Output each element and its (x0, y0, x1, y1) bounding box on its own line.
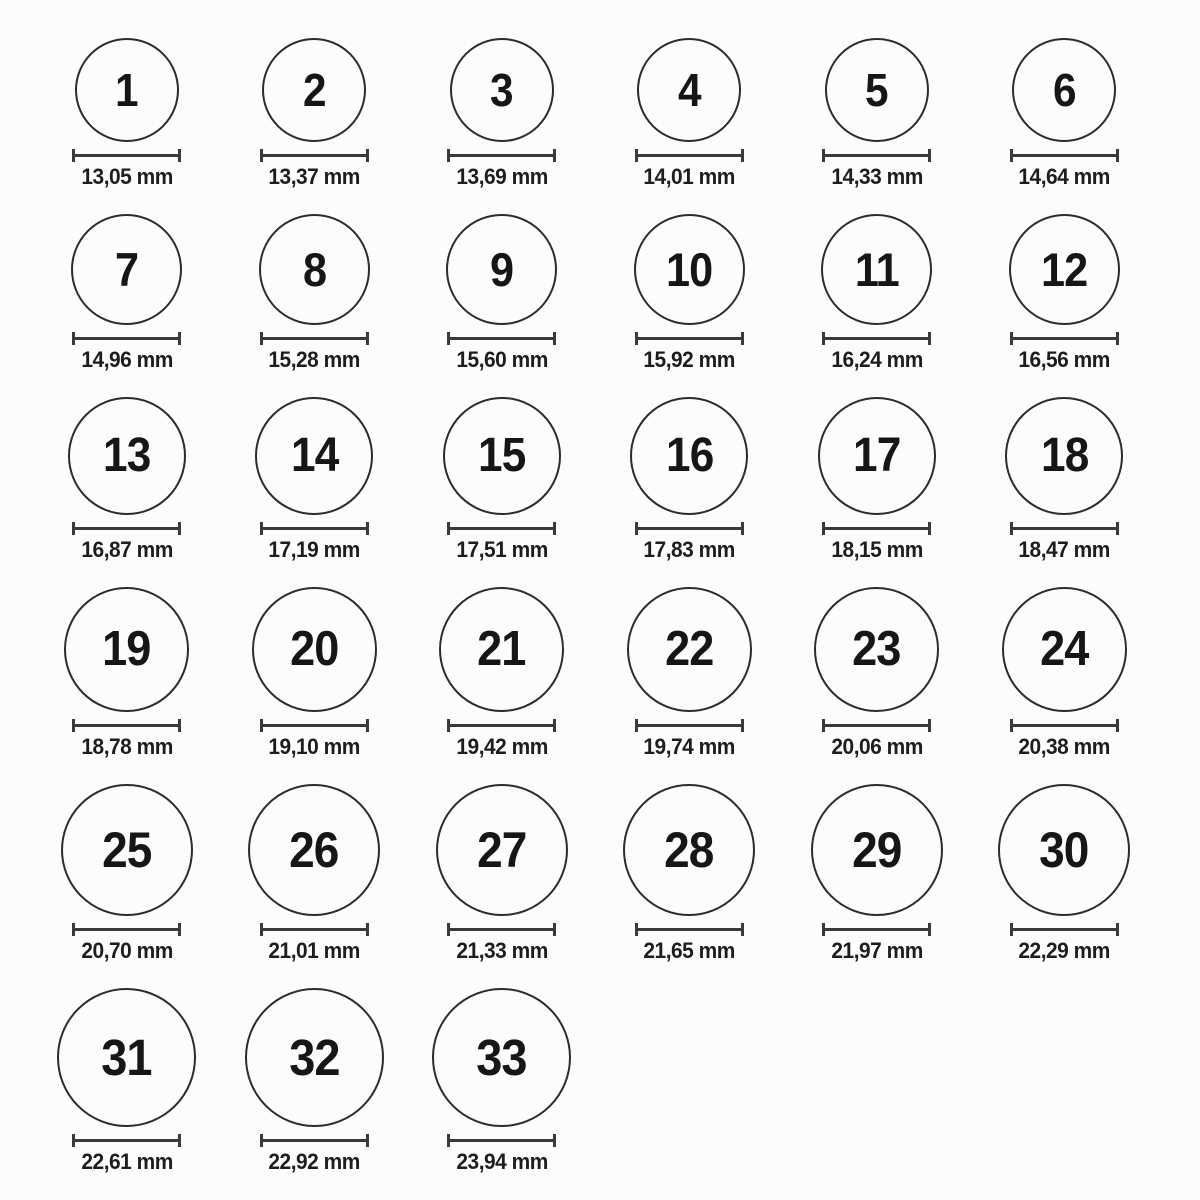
diameter-measure-line (72, 332, 181, 345)
measure-line-bar (825, 928, 928, 931)
ring-circle (57, 988, 196, 1127)
diameter-label: 14,01 mm (643, 164, 735, 189)
ring-size-number: 24 (1040, 622, 1089, 676)
diameter-measure-line (1010, 522, 1119, 535)
ring-size-number: 3 (490, 64, 514, 116)
diameter-measure-line (822, 719, 931, 732)
measure-line-bar (450, 154, 553, 157)
measure-line-bar (1013, 154, 1116, 157)
diameter-label: 22,29 mm (1018, 938, 1110, 963)
ring-size-cell (971, 397, 1159, 563)
ring-size-cell (596, 587, 784, 760)
ring-size-number: 17 (853, 429, 901, 482)
ring-size-cell (221, 587, 409, 760)
ring-circle (75, 38, 179, 142)
diameter-label: 19,42 mm (456, 734, 548, 759)
ring-size-number: 12 (1041, 243, 1088, 296)
diameter-measure-line (635, 923, 744, 936)
measure-line-bar (450, 1139, 553, 1142)
diameter-label: 13,05 mm (81, 164, 173, 189)
ring-size-cell (596, 214, 784, 373)
ring-size-number: 5 (865, 64, 889, 116)
ring-size-row (33, 784, 1200, 964)
measure-line-bar (1013, 337, 1116, 340)
ring-size-cell (408, 397, 596, 563)
measure-line-bar (75, 154, 178, 157)
ring-circle (262, 38, 366, 142)
ring-circle (637, 38, 741, 142)
ring-size-row (33, 988, 1200, 1175)
diameter-label: 15,92 mm (643, 347, 735, 372)
ring-size-number: 32 (289, 1029, 340, 1086)
ring-size-cell (33, 38, 221, 190)
diameter-label: 21,33 mm (456, 938, 548, 963)
ring-size-number: 6 (1052, 64, 1076, 116)
diameter-label: 14,64 mm (1018, 164, 1110, 189)
diameter-label: 21,01 mm (268, 938, 360, 963)
ring-size-cell (596, 38, 784, 190)
ring-size-number: 1 (115, 64, 139, 116)
diameter-label: 18,78 mm (81, 734, 173, 759)
diameter-measure-line (822, 522, 931, 535)
diameter-label: 14,33 mm (831, 164, 923, 189)
measure-line-bar (75, 724, 178, 727)
ring-circle (248, 784, 380, 916)
diameter-measure-line (635, 149, 744, 162)
diameter-measure-line (72, 149, 181, 162)
ring-circle (623, 784, 755, 916)
ring-circle (252, 587, 377, 712)
diameter-measure-line (447, 923, 556, 936)
diameter-measure-line (1010, 149, 1119, 162)
ring-size-cell (408, 38, 596, 190)
ring-circle (821, 214, 932, 325)
diameter-label: 22,61 mm (81, 1149, 173, 1174)
diameter-label: 15,28 mm (268, 347, 360, 372)
ring-circle (450, 38, 554, 142)
ring-size-cell (33, 397, 221, 563)
ring-size-number: 19 (102, 622, 151, 676)
diameter-measure-line (447, 522, 556, 535)
diameter-label: 14,96 mm (81, 347, 173, 372)
ring-circle (818, 397, 936, 515)
measure-line-bar (75, 337, 178, 340)
ring-size-number: 11 (854, 243, 899, 296)
measure-line-bar (263, 1139, 366, 1142)
ring-size-cell (33, 214, 221, 373)
diameter-measure-line (72, 923, 181, 936)
ring-size-cell (408, 784, 596, 964)
ring-size-cell (221, 988, 409, 1175)
diameter-label: 19,10 mm (268, 734, 360, 759)
ring-circle (64, 587, 189, 712)
diameter-label: 21,97 mm (831, 938, 923, 963)
measure-line-bar (450, 724, 553, 727)
diameter-measure-line (447, 1134, 556, 1147)
measure-line-bar (450, 928, 553, 931)
diameter-label: 16,87 mm (81, 537, 173, 562)
measure-line-bar (75, 527, 178, 530)
ring-size-cell (408, 988, 596, 1175)
ring-size-number: 28 (664, 822, 714, 878)
diameter-measure-line (260, 923, 369, 936)
diameter-label: 20,70 mm (81, 938, 173, 963)
ring-size-number: 22 (665, 622, 714, 676)
ring-circle (436, 784, 568, 916)
ring-size-row (33, 397, 1200, 563)
measure-line-bar (263, 928, 366, 931)
ring-circle (439, 587, 564, 712)
ring-size-number: 18 (1040, 429, 1088, 482)
measure-line-bar (638, 527, 741, 530)
diameter-measure-line (1010, 719, 1119, 732)
ring-circle (811, 784, 943, 916)
ring-circle (634, 214, 745, 325)
ring-size-number: 7 (115, 243, 139, 296)
ring-size-number: 4 (677, 64, 701, 116)
measure-line-bar (263, 337, 366, 340)
ring-size-number: 23 (852, 622, 901, 676)
ring-size-cell (971, 784, 1159, 964)
diameter-label: 15,60 mm (456, 347, 548, 372)
diameter-measure-line (635, 719, 744, 732)
diameter-label: 23,94 mm (456, 1149, 548, 1174)
diameter-measure-line (635, 332, 744, 345)
ring-size-number: 13 (103, 429, 151, 482)
measure-line-bar (75, 928, 178, 931)
measure-line-bar (825, 337, 928, 340)
diameter-measure-line (260, 719, 369, 732)
diameter-measure-line (635, 522, 744, 535)
measure-line-bar (638, 337, 741, 340)
ring-size-cell (596, 397, 784, 563)
ring-size-number: 20 (290, 622, 339, 676)
measure-line-bar (638, 724, 741, 727)
ring-size-cell (783, 397, 971, 563)
ring-circle (998, 784, 1130, 916)
diameter-measure-line (260, 1134, 369, 1147)
ring-circle (1002, 587, 1127, 712)
diameter-label: 16,56 mm (1018, 347, 1110, 372)
ring-size-number: 26 (289, 822, 339, 878)
ring-size-number: 15 (478, 429, 526, 482)
ring-size-cell (33, 784, 221, 964)
ring-circle (1009, 214, 1120, 325)
ring-size-number: 25 (102, 822, 152, 878)
diameter-measure-line (822, 923, 931, 936)
diameter-label: 20,06 mm (831, 734, 923, 759)
measure-line-bar (638, 154, 741, 157)
measure-line-bar (450, 527, 553, 530)
diameter-label: 17,83 mm (643, 537, 735, 562)
diameter-measure-line (72, 719, 181, 732)
ring-size-number: 30 (1039, 822, 1089, 878)
diameter-measure-line (447, 719, 556, 732)
ring-size-row (33, 38, 1200, 190)
ring-size-cell (596, 784, 784, 964)
ring-circle (627, 587, 752, 712)
measure-line-bar (75, 1139, 178, 1142)
diameter-measure-line (260, 522, 369, 535)
ring-size-cell (783, 214, 971, 373)
ring-size-cell (971, 214, 1159, 373)
ring-size-cell (971, 38, 1159, 190)
diameter-measure-line (72, 1134, 181, 1147)
ring-size-number: 10 (666, 243, 713, 296)
ring-circle (443, 397, 561, 515)
measure-line-bar (638, 928, 741, 931)
ring-circle (245, 988, 384, 1127)
measure-line-bar (1013, 724, 1116, 727)
ring-size-cell (971, 587, 1159, 760)
ring-size-cell (33, 587, 221, 760)
diameter-label: 13,37 mm (268, 164, 360, 189)
ring-circle (1012, 38, 1116, 142)
ring-size-cell (783, 587, 971, 760)
ring-size-cell (221, 214, 409, 373)
diameter-measure-line (260, 149, 369, 162)
diameter-label: 22,92 mm (268, 1149, 360, 1174)
ring-size-cell (221, 397, 409, 563)
diameter-label: 17,51 mm (456, 537, 548, 562)
ring-size-number: 9 (490, 243, 514, 296)
ring-size-number: 33 (476, 1029, 527, 1086)
ring-circle (432, 988, 571, 1127)
ring-size-number: 8 (302, 243, 326, 296)
ring-size-cell (408, 214, 596, 373)
diameter-label: 16,24 mm (831, 347, 923, 372)
measure-line-bar (263, 724, 366, 727)
diameter-measure-line (447, 149, 556, 162)
measure-line-bar (450, 337, 553, 340)
ring-size-number: 21 (477, 622, 526, 676)
diameter-label: 19,74 mm (643, 734, 735, 759)
ring-size-cell (221, 784, 409, 964)
diameter-label: 20,38 mm (1018, 734, 1110, 759)
diameter-measure-line (822, 332, 931, 345)
ring-circle (68, 397, 186, 515)
ring-circle (1005, 397, 1123, 515)
diameter-measure-line (1010, 332, 1119, 345)
ring-size-row (33, 587, 1200, 760)
ring-circle (814, 587, 939, 712)
diameter-label: 13,69 mm (456, 164, 548, 189)
measure-line-bar (825, 527, 928, 530)
ring-size-row (33, 214, 1200, 373)
ring-circle (825, 38, 929, 142)
diameter-measure-line (447, 332, 556, 345)
diameter-label: 18,15 mm (831, 537, 923, 562)
diameter-measure-line (72, 522, 181, 535)
ring-size-number: 14 (290, 429, 338, 482)
diameter-label: 21,65 mm (643, 938, 735, 963)
ring-size-number: 2 (302, 64, 326, 116)
measure-line-bar (263, 527, 366, 530)
measure-line-bar (263, 154, 366, 157)
ring-size-number: 31 (101, 1029, 152, 1086)
ring-size-number: 29 (852, 822, 902, 878)
diameter-measure-line (822, 149, 931, 162)
measure-line-bar (825, 724, 928, 727)
ring-size-cell (783, 38, 971, 190)
ring-size-cell (408, 587, 596, 760)
ring-circle (630, 397, 748, 515)
diameter-label: 17,19 mm (268, 537, 360, 562)
diameter-measure-line (1010, 923, 1119, 936)
ring-size-number: 27 (477, 822, 527, 878)
measure-line-bar (1013, 928, 1116, 931)
measure-line-bar (825, 154, 928, 157)
ring-size-number: 16 (665, 429, 713, 482)
ring-size-cell (221, 38, 409, 190)
diameter-measure-line (260, 332, 369, 345)
ring-circle (71, 214, 182, 325)
ring-circle (255, 397, 373, 515)
ring-size-cell (33, 988, 221, 1175)
ring-circle (446, 214, 557, 325)
ring-circle (61, 784, 193, 916)
ring-circle (259, 214, 370, 325)
ring-size-cell (783, 784, 971, 964)
diameter-label: 18,47 mm (1018, 537, 1110, 562)
measure-line-bar (1013, 527, 1116, 530)
